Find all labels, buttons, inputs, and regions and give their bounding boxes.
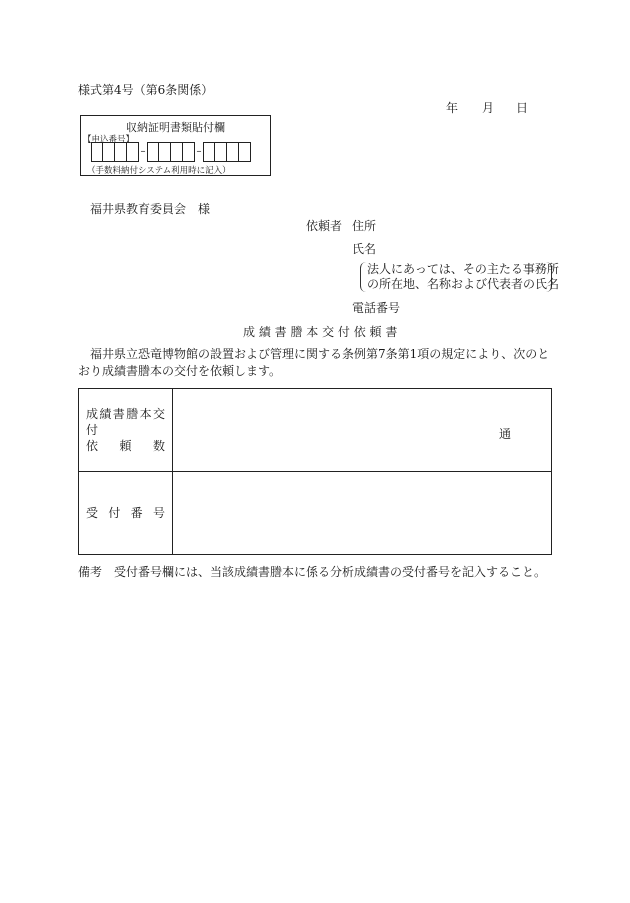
name-label: 氏名 bbox=[352, 242, 377, 256]
digit-box[interactable] bbox=[91, 142, 103, 162]
body-text: 福井県立恐竜博物館の設置および管理に関する条例第7条第1項の規定により、次のとおり成績書謄本の交付を依頼します。 bbox=[78, 347, 550, 378]
date-day: 日 bbox=[516, 101, 529, 115]
digit-box[interactable] bbox=[239, 142, 251, 162]
digit-box[interactable] bbox=[147, 142, 159, 162]
address-label: 住所 bbox=[352, 219, 377, 233]
applicant-label: 依頼者 bbox=[306, 219, 343, 233]
digit-box[interactable] bbox=[227, 142, 239, 162]
digit-group-dash: – bbox=[196, 146, 202, 157]
digit-box[interactable] bbox=[127, 142, 139, 162]
corporate-note-line2: の所在地、名称および代表者の氏名 bbox=[367, 277, 560, 291]
date-month: 月 bbox=[482, 101, 495, 115]
phone-label: 電話番号 bbox=[352, 301, 401, 315]
digit-box[interactable] bbox=[103, 142, 115, 162]
application-number-label: 【申込番号】 bbox=[83, 135, 135, 145]
copies-label-cell bbox=[79, 389, 173, 472]
payment-stamp-box bbox=[80, 115, 271, 176]
form-id: 様式第4号（第6条関係） bbox=[78, 83, 214, 97]
document-title: 成 績 書 謄 本 交 付 依 頼 書 bbox=[243, 325, 398, 339]
corporate-note bbox=[360, 262, 560, 292]
digit-box[interactable] bbox=[171, 142, 183, 162]
digit-box[interactable] bbox=[159, 142, 171, 162]
digit-box[interactable] bbox=[115, 142, 127, 162]
digit-group-dash: – bbox=[140, 146, 146, 157]
corporate-note-line1: 法人にあっては、その主たる事務所 bbox=[367, 262, 559, 276]
copies-field[interactable] bbox=[173, 389, 552, 472]
receipt-number-field[interactable] bbox=[173, 472, 552, 555]
digit-box[interactable] bbox=[215, 142, 227, 162]
addressee: 福井県教育委員会 様 bbox=[90, 202, 211, 216]
remarks: 備考 受付番号欄には、当該成績書謄本に係る分析成績書の受付番号を記入すること。 bbox=[78, 565, 547, 579]
receipt-number-label-cell bbox=[79, 472, 173, 555]
stamp-box-note: （手数料納付システム利用時に記入） bbox=[87, 166, 231, 176]
date-year: 年 bbox=[446, 101, 459, 115]
copies-label-line2: 依頼数 bbox=[86, 439, 165, 453]
copies-label-line1: 成績書謄本交付 bbox=[86, 407, 165, 437]
request-table bbox=[78, 388, 552, 555]
digit-box[interactable] bbox=[203, 142, 215, 162]
receipt-number-label: 受付番号 bbox=[86, 506, 165, 520]
application-number-boxes[interactable] bbox=[91, 142, 251, 162]
digit-box[interactable] bbox=[183, 142, 195, 162]
stamp-box-title: 収納証明書類貼付欄 bbox=[126, 121, 225, 134]
copies-unit: 通 bbox=[498, 427, 511, 441]
